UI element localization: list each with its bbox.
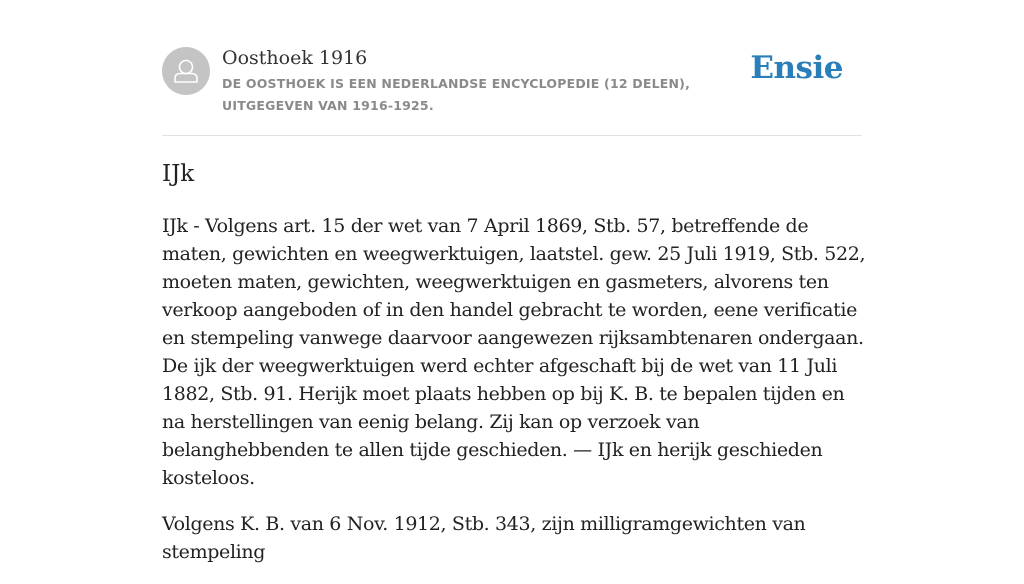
article-paragraph: IJk - Volgens art. 15 der wet van 7 April 1869, Stb. 57, betreffende de maten, gewichten en weegwerktuigen, laatstel. gew. 25 Juli 1919, Stb. 522, moeten maten, gewichten, weegwerktuigen en gasmeters, alvorens ten verkoop aangeboden of in den handel gebracht te worden, eene verificatie en stempeling vanwege daarvoor aangewezen rijksambtenaren ondergaan. De ijk der weegwerktuigen werd echter afgeschaft bij de wet van 11 Juli 1882, Stb. 91. Herijk moet plaats hebben op bij K. B. te bepalen tijden en na herstellingen van eenig belang. Zij kan op verzoek van belanghebbenden te allen tijde geschieden. — IJk en herijk geschieden kosteloos. xyxy=(162,215,866,489)
ensie-logo[interactable]: Ensie xyxy=(750,50,843,86)
article-paragraph: Volgens K. B. van 6 Nov. 1912, Stb. 343, zijn milligramgewichten van stempeling xyxy=(162,513,806,563)
article-title: IJk xyxy=(162,161,195,187)
source-description: DE OOSTHOEK IS EEN NEDERLANDSE ENCYCLOPEDIE (12 DELEN), UITGEGEVEN VAN 1916-1925. xyxy=(222,76,691,113)
source-header xyxy=(162,46,862,136)
article-body xyxy=(162,212,866,584)
user-icon xyxy=(162,47,210,95)
source-title[interactable]: Oosthoek 1916 xyxy=(222,47,368,69)
header-divider xyxy=(162,135,862,136)
source-avatar[interactable] xyxy=(162,47,210,95)
